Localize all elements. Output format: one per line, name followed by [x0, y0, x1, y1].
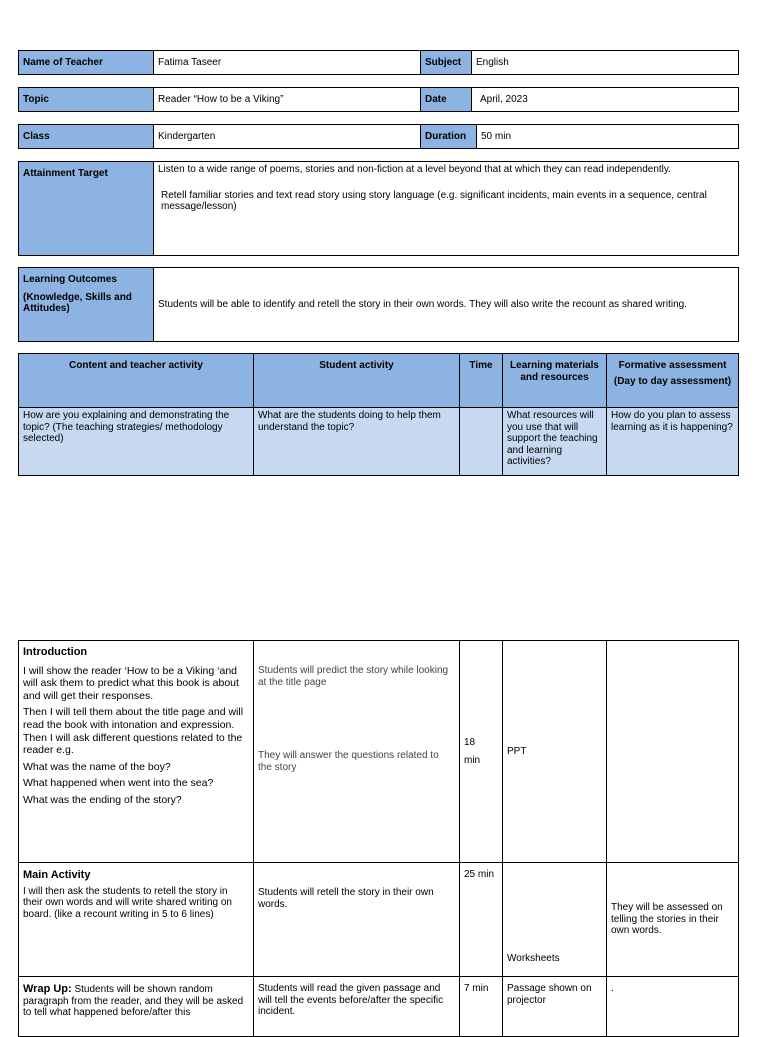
teacher-label: Name of Teacher: [19, 51, 154, 75]
wrap-up-row: [19, 977, 739, 1037]
date-value: April, 2023: [472, 88, 739, 112]
duration-value: 50 min: [477, 125, 739, 149]
introduction-time-number: 18: [464, 737, 476, 748]
class-label: Class: [19, 125, 154, 149]
col-time-header: Time: [460, 354, 503, 408]
topic-date-table: [18, 87, 739, 112]
introduction-student-2: They will answer the questions related to the story: [258, 750, 439, 773]
col-assessment-subheader: (Day to day assessment): [613, 375, 732, 387]
main-activity-row: [19, 863, 739, 977]
attainment-text-2: Retell familiar stories and text read story using story language (e.g. significant incidents, main events in a sequence, central message/lesson): [161, 189, 707, 212]
topic-label: Topic: [19, 88, 154, 112]
guide-student: What are the students doing to help them understand the topic?: [254, 408, 460, 476]
outcomes-label: Learning Outcomes: [23, 274, 117, 285]
introduction-title: Introduction: [23, 646, 88, 658]
main-activity-title: Main Activity: [23, 869, 91, 881]
subject-value: English: [472, 51, 739, 75]
col-resources-header: Learning materials and resources: [503, 354, 607, 408]
col-content-header: Content and teacher activity: [19, 354, 254, 408]
introduction-resources: PPT: [503, 641, 607, 863]
topic-value: Reader “How to be a Viking”: [154, 88, 421, 112]
wrap-up-assessment: .: [607, 977, 739, 1037]
guide-time: [460, 408, 503, 476]
col-student-header: Student activity: [254, 354, 460, 408]
main-activity-assessment: They will be assessed on telling the stories in their own words.: [607, 863, 739, 977]
introduction-line: What happened when went into the sea?: [23, 777, 214, 790]
teacher-subject-table: [18, 50, 739, 75]
outcomes-text: Students will be able to identify and retell the story in their own words. They will also write the recount as shared writing.: [154, 268, 739, 342]
wrap-up-title: Wrap Up:: [23, 983, 72, 995]
introduction-assessment: [607, 641, 739, 863]
attainment-label: Attainment Target: [19, 162, 154, 256]
wrap-up-student: Students will read the given passage and will tell the events before/after the specific incident.: [254, 977, 460, 1037]
outcomes-table: [18, 267, 739, 342]
introduction-student-1: Students will predict the story while looking at the title page: [258, 665, 449, 688]
main-activity-resources: Worksheets: [503, 863, 607, 977]
attainment-text-1: Listen to a wide range of poems, stories and non-fiction at a level beyond that at which they can read independently.: [158, 164, 671, 175]
introduction-time-unit: min: [464, 754, 481, 766]
introduction-row: [19, 641, 739, 863]
duration-label: Duration: [421, 125, 477, 149]
wrap-up-resources: Passage shown on projector: [503, 977, 607, 1037]
col-assessment-header: Formative assessment: [618, 360, 727, 371]
guide-resources: What resources will you use that will support the teaching and learning activities?: [503, 408, 607, 476]
outcomes-sublabel: (Knowledge, Skills and Attitudes): [23, 291, 132, 314]
subject-label: Subject: [421, 51, 472, 75]
introduction-line: I will show the reader ‘How to be a Viking ‘and will ask them to predict what this book is about and will get their responses.: [23, 664, 239, 702]
main-activity-text: I will then ask the students to retell the story in their own words and will write shared writing on board. (like a recount writing in 5 to 6 lines): [23, 885, 232, 920]
plan-header-table: [18, 353, 739, 476]
main-activity-time: 25 min: [460, 863, 503, 977]
activities-table: [18, 640, 739, 1037]
wrap-up-time: 7 min: [460, 977, 503, 1037]
introduction-line: What was the ending of the story?: [23, 793, 182, 806]
attainment-table: [18, 161, 739, 256]
introduction-line: Then I will tell them about the title page and will read the book with intonation and expression. Then I will ask different questions related to the reader e.g.: [23, 706, 244, 757]
class-value: Kindergarten: [154, 125, 421, 149]
guide-assessment: How do you plan to assess learning as it is happening?: [607, 408, 739, 476]
date-label: Date: [421, 88, 472, 112]
guide-content: How are you explaining and demonstrating the topic? (The teaching strategies/ methodology selected): [19, 408, 254, 476]
wrap-up-text: Students will be shown random paragraph from the reader, and they will be asked to tell what happened before/after this: [23, 984, 244, 1019]
teacher-value: Fatima Taseer: [154, 51, 421, 75]
class-duration-table: [18, 124, 739, 149]
main-activity-student: Students will retell the story in their own words.: [254, 863, 460, 977]
introduction-line: What was the name of the boy?: [23, 760, 171, 773]
